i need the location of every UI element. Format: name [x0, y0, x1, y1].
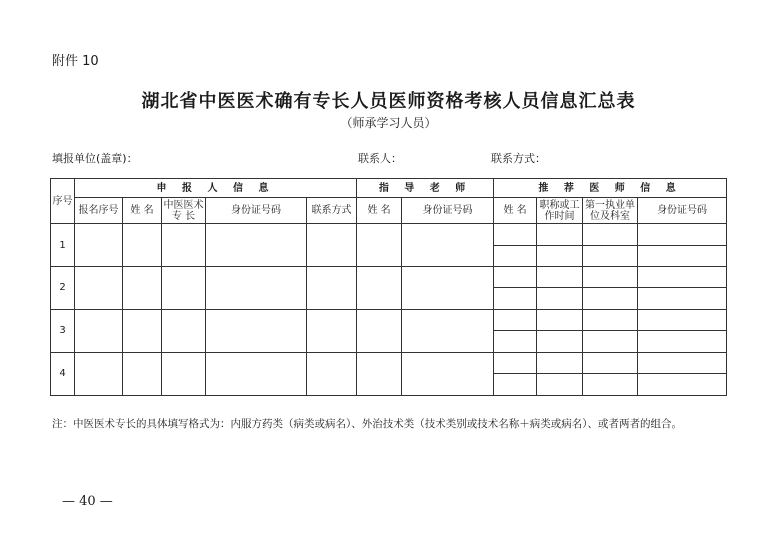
table-cell[interactable] — [638, 331, 727, 352]
table-cell[interactable] — [307, 309, 357, 352]
table-cell[interactable] — [402, 224, 494, 267]
table-cell[interactable] — [583, 288, 638, 309]
table-cell[interactable] — [123, 352, 162, 395]
table-cell[interactable] — [638, 288, 727, 309]
table-cell[interactable] — [537, 309, 583, 330]
table-cell[interactable] — [123, 309, 162, 352]
table-cell[interactable] — [583, 309, 638, 330]
footnote: 注：中医医术专长的具体填写格式为：内服方药类（病类或病名）、外治技术类（技术类别或技术名称＋病类或病名）、或者两者的组合。 — [52, 418, 682, 430]
table-column-header-row — [51, 198, 727, 224]
header-reg-number: 报名序号 — [75, 198, 123, 224]
table-cell[interactable] — [583, 374, 638, 396]
table-cell[interactable] — [357, 224, 402, 267]
table-cell[interactable] — [537, 245, 583, 266]
header-applicant-name: 姓 名 — [123, 198, 162, 224]
table-cell[interactable] — [638, 309, 727, 330]
table-cell[interactable] — [162, 224, 206, 267]
table-cell[interactable] — [537, 374, 583, 396]
table-cell[interactable] — [494, 331, 537, 352]
table-cell[interactable] — [307, 352, 357, 395]
table-cell[interactable] — [638, 266, 727, 287]
table-cell[interactable] — [402, 352, 494, 395]
table-row — [51, 224, 727, 245]
page-number: — 40 — — [62, 494, 113, 509]
table-cell[interactable] — [494, 352, 537, 373]
summary-table — [50, 178, 727, 396]
table-cell[interactable] — [206, 224, 307, 267]
table-cell[interactable] — [162, 309, 206, 352]
table-cell[interactable] — [638, 352, 727, 373]
page-subtitle: （师承学习人员） — [340, 116, 437, 130]
table-cell[interactable] — [494, 245, 537, 266]
header-recommender-title: 职称或工作时间 — [537, 198, 583, 224]
header-recommender-unit: 第一执业单位及科室 — [583, 198, 638, 224]
header-seq: 序号 — [51, 179, 75, 224]
row-number: 4 — [51, 352, 75, 395]
header-recommender-name: 姓 名 — [494, 198, 537, 224]
table-cell[interactable] — [206, 309, 307, 352]
table-row — [51, 352, 727, 373]
table-cell[interactable] — [75, 224, 123, 267]
table-cell[interactable] — [583, 224, 638, 245]
table-cell[interactable] — [583, 245, 638, 266]
header-applicant-id: 身份证号码 — [206, 198, 307, 224]
table-cell[interactable] — [357, 309, 402, 352]
table-cell[interactable] — [357, 352, 402, 395]
table-cell[interactable] — [537, 352, 583, 373]
group-applicant-info: 申 报 人 信 息 — [75, 179, 357, 198]
table-group-header-row — [51, 179, 727, 198]
group-mentor: 指 导 老 师 — [357, 179, 494, 198]
row-number: 2 — [51, 266, 75, 309]
table-cell[interactable] — [638, 374, 727, 396]
row-number: 1 — [51, 224, 75, 267]
table-cell[interactable] — [537, 266, 583, 287]
field-contact-method: 联系方式： — [491, 152, 546, 165]
header-contact: 联系方式 — [307, 198, 357, 224]
table-cell[interactable] — [307, 224, 357, 267]
table-cell[interactable] — [75, 266, 123, 309]
header-mentor-id: 身份证号码 — [402, 198, 494, 224]
table-row — [51, 309, 727, 330]
table-cell[interactable] — [307, 266, 357, 309]
table-cell[interactable] — [206, 352, 307, 395]
table-cell[interactable] — [123, 266, 162, 309]
header-specialty: 中医医术专 长 — [163, 199, 204, 222]
table-cell[interactable] — [494, 309, 537, 330]
field-contact-person: 联系人： — [358, 152, 402, 165]
table-cell[interactable] — [75, 309, 123, 352]
table-cell[interactable] — [123, 224, 162, 267]
table-cell[interactable] — [583, 331, 638, 352]
attachment-label: 附件 10 — [52, 54, 99, 69]
table-cell[interactable] — [537, 331, 583, 352]
table-cell[interactable] — [537, 224, 583, 245]
table-cell[interactable] — [494, 374, 537, 396]
table-cell[interactable] — [583, 266, 638, 287]
header-recommender-id: 身份证号码 — [638, 198, 727, 224]
table-cell[interactable] — [75, 352, 123, 395]
table-cell[interactable] — [402, 266, 494, 309]
header-mentor-name: 姓 名 — [357, 198, 402, 224]
row-number: 3 — [51, 309, 75, 352]
field-reporting-unit: 填报单位(盖章)： — [52, 152, 138, 165]
table-cell[interactable] — [402, 309, 494, 352]
table-cell[interactable] — [537, 288, 583, 309]
table-cell[interactable] — [583, 352, 638, 373]
table-cell[interactable] — [357, 266, 402, 309]
table-row — [51, 266, 727, 287]
table-cell[interactable] — [162, 352, 206, 395]
table-cell[interactable] — [638, 245, 727, 266]
table-cell[interactable] — [638, 224, 727, 245]
page-title: 湖北省中医医术确有专长人员医师资格考核人员信息汇总表 — [141, 91, 636, 112]
table-cell[interactable] — [494, 224, 537, 245]
group-recommender-info: 推 荐 医 师 信 息 — [494, 179, 727, 198]
table-cell[interactable] — [494, 288, 537, 309]
table-cell[interactable] — [162, 266, 206, 309]
table-cell[interactable] — [494, 266, 537, 287]
table-cell[interactable] — [206, 266, 307, 309]
